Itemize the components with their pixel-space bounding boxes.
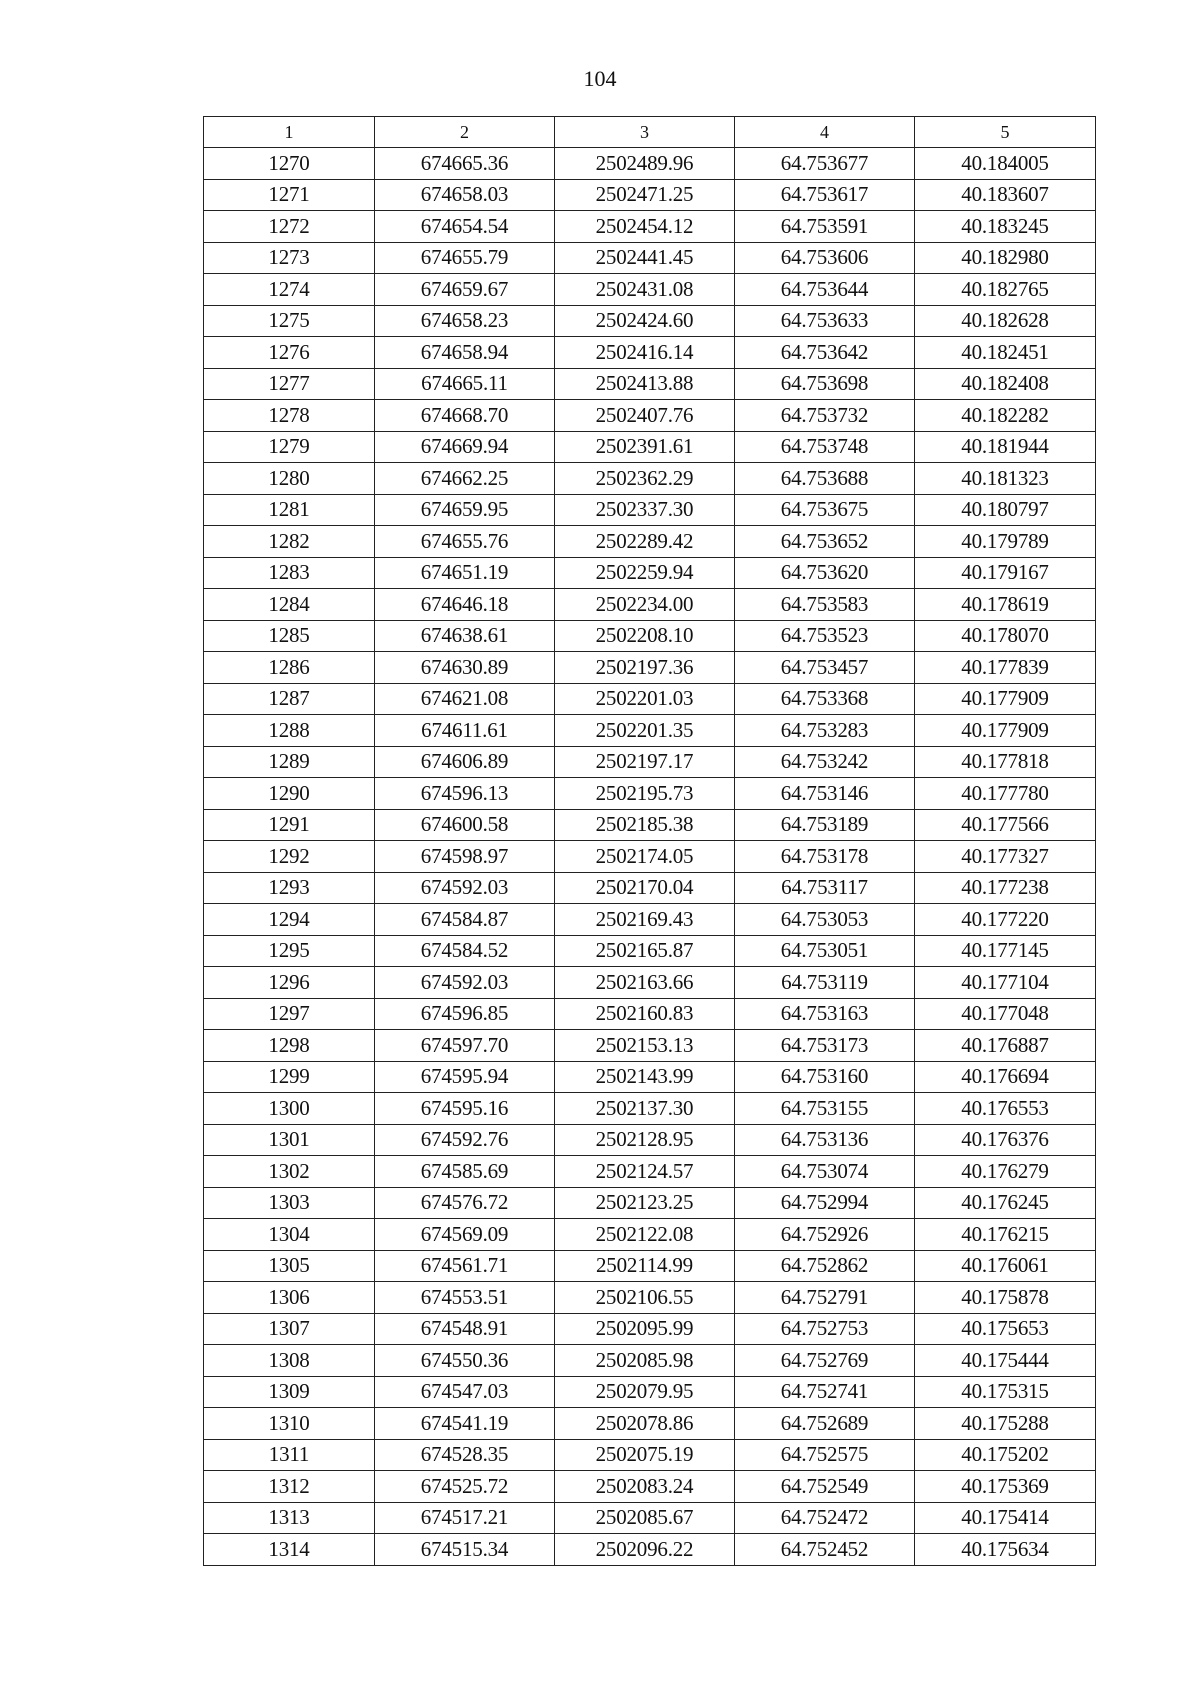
table-row: [204, 1534, 1096, 1566]
table-cell: 40.183607: [915, 179, 1096, 211]
table-cell: 674561.71: [375, 1250, 555, 1282]
table-cell: 674658.94: [375, 337, 555, 369]
table-cell: 40.175202: [915, 1439, 1096, 1471]
table-cell: 64.752689: [735, 1408, 915, 1440]
table-cell: 64.753591: [735, 211, 915, 243]
table-cell: 64.753606: [735, 242, 915, 274]
table-cell: 674630.89: [375, 652, 555, 684]
table-row: [204, 1502, 1096, 1534]
table-cell: 40.177780: [915, 778, 1096, 810]
table-cell: 64.753617: [735, 179, 915, 211]
table-cell: 40.177145: [915, 935, 1096, 967]
table-cell: 64.753160: [735, 1061, 915, 1093]
table-cell: 2502391.61: [555, 431, 735, 463]
table-cell: 1280: [204, 463, 375, 495]
table-row: [204, 872, 1096, 904]
table-cell: 1304: [204, 1219, 375, 1251]
table-cell: 1300: [204, 1093, 375, 1125]
table-cell: 40.182765: [915, 274, 1096, 306]
table-cell: 674646.18: [375, 589, 555, 621]
table-cell: 1279: [204, 431, 375, 463]
table-row: [204, 1156, 1096, 1188]
column-header: 3: [555, 117, 735, 148]
table-row: [204, 904, 1096, 936]
table-cell: 40.180797: [915, 494, 1096, 526]
table-cell: 40.177327: [915, 841, 1096, 873]
table-row: [204, 589, 1096, 621]
table-cell: 674569.09: [375, 1219, 555, 1251]
table-cell: 2502259.94: [555, 557, 735, 589]
table-cell: 674595.94: [375, 1061, 555, 1093]
table-cell: 40.182980: [915, 242, 1096, 274]
table-cell: 1311: [204, 1439, 375, 1471]
table-cell: 2502413.88: [555, 368, 735, 400]
table-cell: 2502079.95: [555, 1376, 735, 1408]
table-cell: 674596.85: [375, 998, 555, 1030]
table-row: [204, 935, 1096, 967]
table-cell: 64.753242: [735, 746, 915, 778]
table-cell: 674592.76: [375, 1124, 555, 1156]
table-cell: 40.177839: [915, 652, 1096, 684]
table-cell: 64.752926: [735, 1219, 915, 1251]
table-row: [204, 778, 1096, 810]
table-cell: 674654.54: [375, 211, 555, 243]
table-row: [204, 274, 1096, 306]
table-cell: 2502075.19: [555, 1439, 735, 1471]
table-row: [204, 431, 1096, 463]
table-row: [204, 1471, 1096, 1503]
table-cell: 40.175444: [915, 1345, 1096, 1377]
table-cell: 2502143.99: [555, 1061, 735, 1093]
table-cell: 674584.87: [375, 904, 555, 936]
table-row: [204, 368, 1096, 400]
table-cell: 40.177220: [915, 904, 1096, 936]
table-cell: 1288: [204, 715, 375, 747]
table-row: [204, 1282, 1096, 1314]
table-cell: 64.753178: [735, 841, 915, 873]
table-cell: 2502471.25: [555, 179, 735, 211]
table-cell: 64.753583: [735, 589, 915, 621]
table-cell: 40.175634: [915, 1534, 1096, 1566]
table-cell: 1272: [204, 211, 375, 243]
table-cell: 40.182282: [915, 400, 1096, 432]
table-cell: 2502234.00: [555, 589, 735, 621]
table-cell: 2502454.12: [555, 211, 735, 243]
table-cell: 64.753620: [735, 557, 915, 589]
table-cell: 1293: [204, 872, 375, 904]
table-cell: 1301: [204, 1124, 375, 1156]
table-cell: 674528.35: [375, 1439, 555, 1471]
table-cell: 40.175288: [915, 1408, 1096, 1440]
table-cell: 64.752791: [735, 1282, 915, 1314]
table-body: [204, 148, 1096, 1566]
table-cell: 1303: [204, 1187, 375, 1219]
table-row: [204, 242, 1096, 274]
table-cell: 674655.79: [375, 242, 555, 274]
table-cell: 2502208.10: [555, 620, 735, 652]
table-cell: 1296: [204, 967, 375, 999]
table-cell: 1312: [204, 1471, 375, 1503]
table-row: [204, 998, 1096, 1030]
table-cell: 64.753189: [735, 809, 915, 841]
table-cell: 64.753698: [735, 368, 915, 400]
table-cell: 674658.23: [375, 305, 555, 337]
table-cell: 64.753652: [735, 526, 915, 558]
table-cell: 1290: [204, 778, 375, 810]
table-cell: 1287: [204, 683, 375, 715]
table-cell: 674600.58: [375, 809, 555, 841]
table-cell: 2502095.99: [555, 1313, 735, 1345]
table-cell: 40.176376: [915, 1124, 1096, 1156]
table-cell: 64.753163: [735, 998, 915, 1030]
table-cell: 1286: [204, 652, 375, 684]
table-row: [204, 211, 1096, 243]
table-cell: 1302: [204, 1156, 375, 1188]
table-cell: 40.175878: [915, 1282, 1096, 1314]
table-row: [204, 683, 1096, 715]
table-cell: 64.753368: [735, 683, 915, 715]
table-row: [204, 526, 1096, 558]
table-row: [204, 148, 1096, 180]
table-cell: 674606.89: [375, 746, 555, 778]
table-row: [204, 1093, 1096, 1125]
table-cell: 64.753051: [735, 935, 915, 967]
table-cell: 2502174.05: [555, 841, 735, 873]
table-cell: 40.177909: [915, 715, 1096, 747]
table-cell: 2502085.98: [555, 1345, 735, 1377]
table-cell: 674595.16: [375, 1093, 555, 1125]
table-row: [204, 1124, 1096, 1156]
table-cell: 2502441.45: [555, 242, 735, 274]
table-cell: 2502424.60: [555, 305, 735, 337]
table-cell: 1310: [204, 1408, 375, 1440]
table-cell: 2502407.76: [555, 400, 735, 432]
table-cell: 40.177566: [915, 809, 1096, 841]
table-cell: 674576.72: [375, 1187, 555, 1219]
table-cell: 2502169.43: [555, 904, 735, 936]
table-cell: 674668.70: [375, 400, 555, 432]
table-cell: 674665.36: [375, 148, 555, 180]
table-row: [204, 1250, 1096, 1282]
table-cell: 674638.61: [375, 620, 555, 652]
table-cell: 1270: [204, 148, 375, 180]
table-row: [204, 305, 1096, 337]
table-cell: 674515.34: [375, 1534, 555, 1566]
table-cell: 1283: [204, 557, 375, 589]
table-row: [204, 967, 1096, 999]
table-cell: 64.753146: [735, 778, 915, 810]
table-row: [204, 841, 1096, 873]
table-row: [204, 1030, 1096, 1062]
table-row: [204, 337, 1096, 369]
table-cell: 1278: [204, 400, 375, 432]
table-cell: 2502431.08: [555, 274, 735, 306]
column-header: 1: [204, 117, 375, 148]
table-row: [204, 1061, 1096, 1093]
table-cell: 674553.51: [375, 1282, 555, 1314]
table-cell: 1292: [204, 841, 375, 873]
table-cell: 40.178070: [915, 620, 1096, 652]
table-cell: 674651.19: [375, 557, 555, 589]
table-cell: 1314: [204, 1534, 375, 1566]
table-cell: 40.179167: [915, 557, 1096, 589]
table-cell: 64.753136: [735, 1124, 915, 1156]
table-cell: 674597.70: [375, 1030, 555, 1062]
table-header-row: [204, 117, 1096, 148]
table-cell: 64.753457: [735, 652, 915, 684]
table-cell: 40.177104: [915, 967, 1096, 999]
table-cell: 1274: [204, 274, 375, 306]
table-cell: 2502197.36: [555, 652, 735, 684]
table-cell: 1299: [204, 1061, 375, 1093]
table-cell: 1307: [204, 1313, 375, 1345]
table-cell: 2502160.83: [555, 998, 735, 1030]
table-cell: 64.753688: [735, 463, 915, 495]
table-cell: 2502201.35: [555, 715, 735, 747]
table-cell: 64.752994: [735, 1187, 915, 1219]
table-cell: 64.752769: [735, 1345, 915, 1377]
table-row: [204, 620, 1096, 652]
table-row: [204, 1187, 1096, 1219]
table-cell: 1271: [204, 179, 375, 211]
table-cell: 674621.08: [375, 683, 555, 715]
table-cell: 64.752741: [735, 1376, 915, 1408]
table-cell: 1313: [204, 1502, 375, 1534]
table-cell: 674596.13: [375, 778, 555, 810]
table-cell: 40.175369: [915, 1471, 1096, 1503]
table-cell: 2502124.57: [555, 1156, 735, 1188]
table-row: [204, 557, 1096, 589]
table-row: [204, 463, 1096, 495]
table-cell: 674659.67: [375, 274, 555, 306]
table-cell: 64.753633: [735, 305, 915, 337]
column-header: 5: [915, 117, 1096, 148]
table-row: [204, 715, 1096, 747]
column-header: 4: [735, 117, 915, 148]
table-cell: 40.178619: [915, 589, 1096, 621]
table-cell: 674669.94: [375, 431, 555, 463]
table-cell: 64.753732: [735, 400, 915, 432]
table-cell: 2502163.66: [555, 967, 735, 999]
table-cell: 1284: [204, 589, 375, 621]
table-cell: 1297: [204, 998, 375, 1030]
table-cell: 1291: [204, 809, 375, 841]
table-cell: 64.753155: [735, 1093, 915, 1125]
table-row: [204, 494, 1096, 526]
table-cell: 2502122.08: [555, 1219, 735, 1251]
table-cell: 674592.03: [375, 967, 555, 999]
table-cell: 40.177048: [915, 998, 1096, 1030]
table-cell: 40.177238: [915, 872, 1096, 904]
table-cell: 40.181323: [915, 463, 1096, 495]
table-row: [204, 179, 1096, 211]
table-cell: 1295: [204, 935, 375, 967]
page-number: 104: [583, 66, 617, 91]
table-row: [204, 400, 1096, 432]
table-cell: 1309: [204, 1376, 375, 1408]
table-cell: 674611.61: [375, 715, 555, 747]
table-row: [204, 1439, 1096, 1471]
table-cell: 1275: [204, 305, 375, 337]
table-cell: 40.176553: [915, 1093, 1096, 1125]
table-cell: 40.177909: [915, 683, 1096, 715]
table-cell: 1285: [204, 620, 375, 652]
table-cell: 64.752472: [735, 1502, 915, 1534]
table-cell: 64.753283: [735, 715, 915, 747]
table-cell: 64.753173: [735, 1030, 915, 1062]
table-cell: 64.753677: [735, 148, 915, 180]
table-cell: 40.176061: [915, 1250, 1096, 1282]
column-header: 2: [375, 117, 555, 148]
table-cell: 2502096.22: [555, 1534, 735, 1566]
table-cell: 64.752753: [735, 1313, 915, 1345]
table-cell: 2502137.30: [555, 1093, 735, 1125]
table-cell: 674658.03: [375, 179, 555, 211]
table-cell: 1306: [204, 1282, 375, 1314]
table-cell: 2502078.86: [555, 1408, 735, 1440]
table-cell: 64.753642: [735, 337, 915, 369]
table-cell: 40.182628: [915, 305, 1096, 337]
table-cell: 2502362.29: [555, 463, 735, 495]
table-cell: 64.753053: [735, 904, 915, 936]
table-cell: 2502128.95: [555, 1124, 735, 1156]
table-cell: 64.753644: [735, 274, 915, 306]
table-cell: 1298: [204, 1030, 375, 1062]
table-cell: 2502337.30: [555, 494, 735, 526]
table-cell: 64.753119: [735, 967, 915, 999]
table-cell: 674665.11: [375, 368, 555, 400]
table-cell: 40.175315: [915, 1376, 1096, 1408]
coordinates-table: [203, 116, 1096, 1566]
table-cell: 64.753117: [735, 872, 915, 904]
table-cell: 674547.03: [375, 1376, 555, 1408]
table-cell: 1294: [204, 904, 375, 936]
table-cell: 2502195.73: [555, 778, 735, 810]
table-cell: 2502185.38: [555, 809, 735, 841]
table-cell: 40.182451: [915, 337, 1096, 369]
table-cell: 674525.72: [375, 1471, 555, 1503]
table-cell: 2502114.99: [555, 1250, 735, 1282]
table-cell: 40.176887: [915, 1030, 1096, 1062]
table-cell: 1289: [204, 746, 375, 778]
table-cell: 1273: [204, 242, 375, 274]
table-cell: 2502489.96: [555, 148, 735, 180]
table-row: [204, 1345, 1096, 1377]
table-cell: 1308: [204, 1345, 375, 1377]
table-cell: 40.182408: [915, 368, 1096, 400]
table-cell: 674548.91: [375, 1313, 555, 1345]
table-cell: 2502201.03: [555, 683, 735, 715]
table-row: [204, 809, 1096, 841]
table-cell: 40.175653: [915, 1313, 1096, 1345]
table-cell: 2502083.24: [555, 1471, 735, 1503]
table-cell: 1277: [204, 368, 375, 400]
table-cell: 64.753748: [735, 431, 915, 463]
table-cell: 40.176694: [915, 1061, 1096, 1093]
table-row: [204, 746, 1096, 778]
table-cell: 2502416.14: [555, 337, 735, 369]
table-cell: 674517.21: [375, 1502, 555, 1534]
table-cell: 2502165.87: [555, 935, 735, 967]
table-cell: 64.752452: [735, 1534, 915, 1566]
table-cell: 40.181944: [915, 431, 1096, 463]
table-cell: 674550.36: [375, 1345, 555, 1377]
table-cell: 64.753675: [735, 494, 915, 526]
table-cell: 40.183245: [915, 211, 1096, 243]
table-cell: 2502123.25: [555, 1187, 735, 1219]
table-cell: 674541.19: [375, 1408, 555, 1440]
table-cell: 1305: [204, 1250, 375, 1282]
table-cell: 2502197.17: [555, 746, 735, 778]
table-cell: 2502106.55: [555, 1282, 735, 1314]
table-cell: 64.752862: [735, 1250, 915, 1282]
table-cell: 40.184005: [915, 148, 1096, 180]
table-cell: 40.175414: [915, 1502, 1096, 1534]
table-cell: 64.752549: [735, 1471, 915, 1503]
table-cell: 674585.69: [375, 1156, 555, 1188]
table-cell: 40.177818: [915, 746, 1096, 778]
table-row: [204, 1408, 1096, 1440]
table-cell: 40.176245: [915, 1187, 1096, 1219]
table-cell: 1282: [204, 526, 375, 558]
table-cell: 674598.97: [375, 841, 555, 873]
table-cell: 64.752575: [735, 1439, 915, 1471]
table-cell: 674592.03: [375, 872, 555, 904]
table-row: [204, 1313, 1096, 1345]
table-cell: 674659.95: [375, 494, 555, 526]
table-cell: 674584.52: [375, 935, 555, 967]
table-cell: 64.753523: [735, 620, 915, 652]
table-cell: 1281: [204, 494, 375, 526]
table-row: [204, 652, 1096, 684]
table-cell: 40.179789: [915, 526, 1096, 558]
table-cell: 40.176215: [915, 1219, 1096, 1251]
table-cell: 1276: [204, 337, 375, 369]
table-cell: 674662.25: [375, 463, 555, 495]
table-cell: 2502085.67: [555, 1502, 735, 1534]
table-row: [204, 1376, 1096, 1408]
table-cell: 2502289.42: [555, 526, 735, 558]
table-cell: 40.176279: [915, 1156, 1096, 1188]
table-row: [204, 1219, 1096, 1251]
table-cell: 674655.76: [375, 526, 555, 558]
table-cell: 64.753074: [735, 1156, 915, 1188]
table-cell: 2502170.04: [555, 872, 735, 904]
table-cell: 2502153.13: [555, 1030, 735, 1062]
